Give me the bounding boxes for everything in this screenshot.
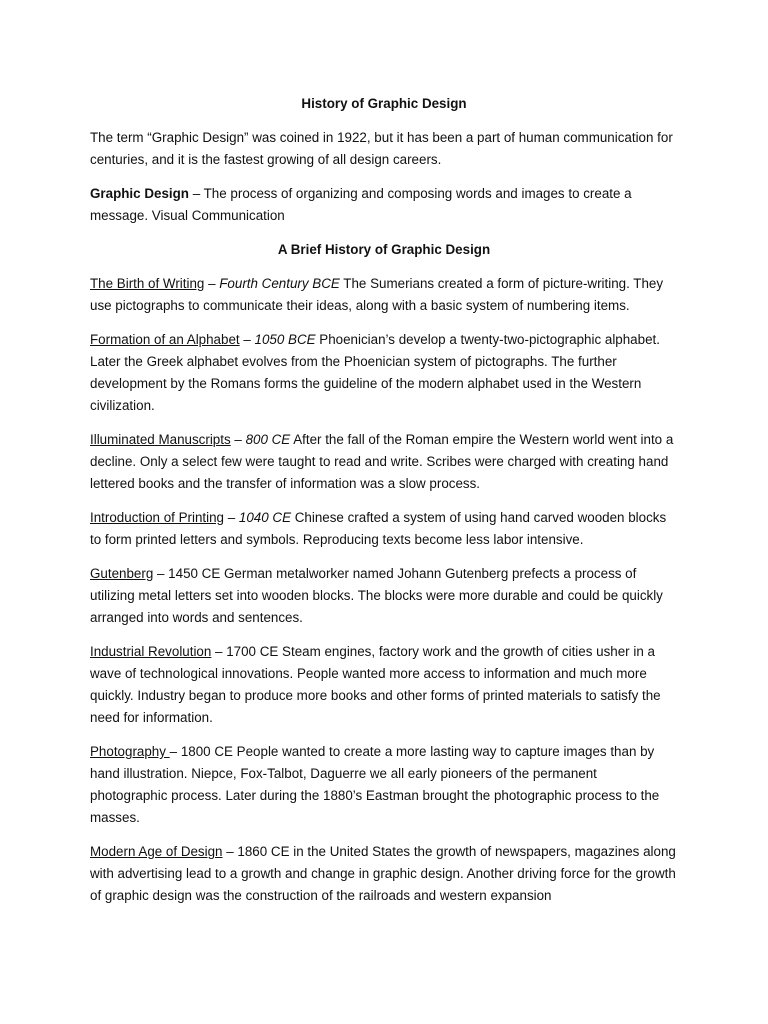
entry-heading: Illuminated Manuscripts — [90, 432, 231, 447]
entry-text: Chinese crafted a system of using hand carved wooden blocks to form printed letters and symbols. Reproducing texts become less labor intensive. — [90, 510, 667, 547]
entry-separator: – — [153, 566, 169, 581]
entry-heading: Industrial Revolution — [90, 644, 212, 659]
entry-separator: – — [224, 510, 239, 525]
entry-separator: – — [204, 276, 220, 291]
entry-text: Phoenician’s develop a twenty-two-pictographic alphabet. Later the Greek alphabet evolves from the Phoenician system of pictographs. The further development by the Romans forms the guideline of the modern alphabet used in the Western civilization. — [90, 332, 660, 413]
history-entry — [90, 429, 678, 495]
definition-separator: – — [188, 186, 204, 201]
entry-separator: – — [222, 844, 238, 859]
history-entry — [90, 507, 678, 551]
entry-heading: Formation of an Alphabet — [90, 332, 240, 347]
entry-separator: – — [169, 744, 181, 759]
document-title: History of Graphic Design — [301, 96, 467, 111]
entry-date: Fourth Century BCE — [219, 276, 340, 291]
history-entry — [90, 563, 678, 629]
entry-text: 1860 CE in the United States the growth of newspapers, magazines along with advertising lead to a growth and change in graphic design. Another driving force for the growth of graphic design was the construction of the railroads and western expansion — [90, 844, 676, 903]
history-entry — [90, 641, 678, 729]
entry-date: 800 CE — [245, 432, 291, 447]
entry-text: After the fall of the Roman empire the Western world went into a decline. Only a select few were taught to read and write. Scribes were charged with creating hand lettered books and the transfer of information was a slow process. — [90, 432, 674, 491]
history-entry — [90, 741, 678, 829]
definition-text: The process of organizing and composing words and images to create a message. Visual Communication — [90, 186, 632, 223]
entry-text: The Sumerians created a form of picture-writing. They use pictographs to communicate their ideas, along with a basic system of numbering items. — [90, 276, 664, 313]
entry-text: 1700 CE Steam engines, factory work and the growth of cities usher in a wave of technological innovations. People wanted more access to information and much more quickly. Industry began to produce more books and other forms of printed materials to satisfy the need for information. — [90, 644, 661, 725]
entry-heading: Introduction of Printing — [90, 510, 224, 525]
entry-heading: Gutenberg — [90, 566, 154, 581]
entry-text: 1800 CE People wanted to create a more lasting way to capture images than by hand illustration. Niepce, Fox-Talbot, Daguerre we all early pioneers of the permanent photographic process. Later during the 1880’s Eastman brought the photographic process to the masses. — [90, 744, 660, 825]
history-entry — [90, 841, 678, 907]
definition-paragraph — [90, 183, 678, 227]
entry-heading: The Birth of Writing — [90, 276, 205, 291]
entry-date: 1040 CE — [238, 510, 292, 525]
intro-paragraph: The term “Graphic Design” was coined in 1922, but it has been a part of human communication for centuries, and it is the fastest growing of all design careers. — [90, 130, 673, 167]
entry-separator: – — [211, 644, 227, 659]
history-entry — [90, 329, 678, 417]
section-subtitle: A Brief History of Graphic Design — [277, 242, 491, 257]
document-page — [90, 93, 678, 919]
entry-separator: – — [239, 332, 255, 347]
definition-term: Graphic Design — [90, 186, 189, 201]
entry-text: 1450 CE German metalworker named Johann Gutenberg prefects a process of utilizing metal letters set into wooden blocks. The blocks were more durable and could be quickly arranged into words and sentences. — [90, 566, 663, 625]
entry-heading: Modern Age of Design — [90, 844, 223, 859]
history-entry — [90, 273, 678, 317]
entry-heading: Photography — [90, 744, 170, 759]
entry-separator: – — [230, 432, 246, 447]
entry-date: 1050 BCE — [254, 332, 316, 347]
